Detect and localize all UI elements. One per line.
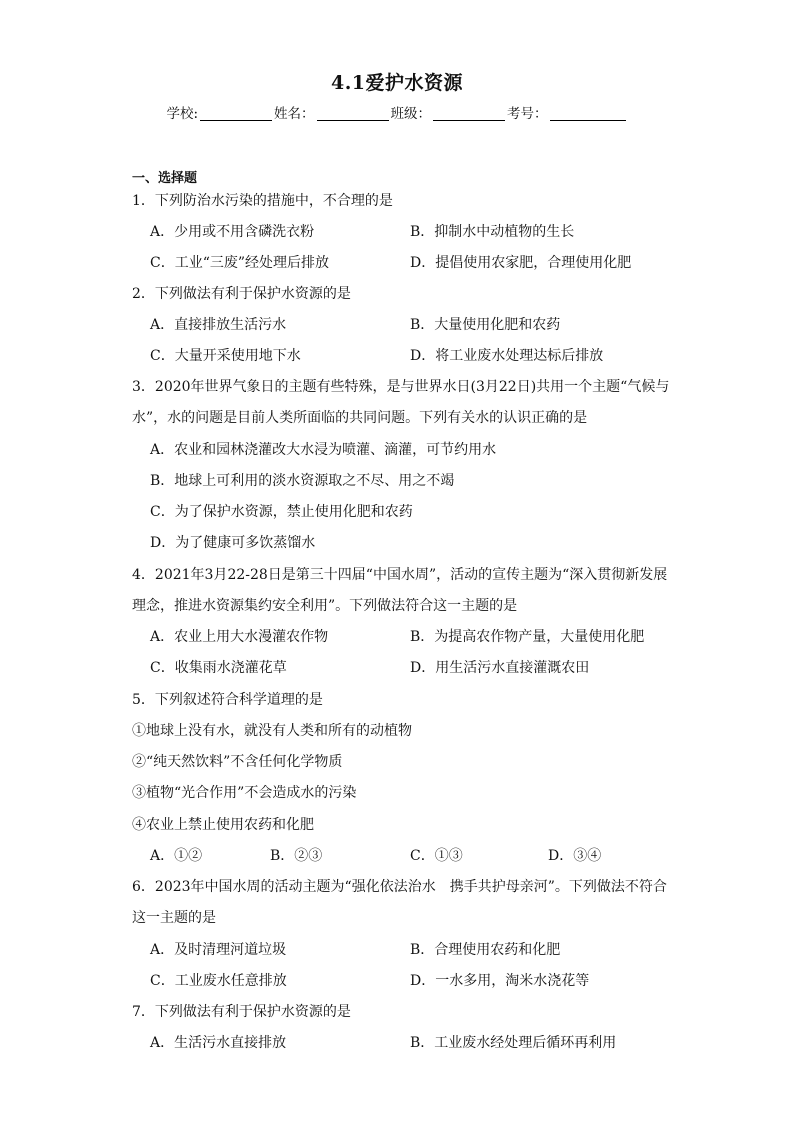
school-label: 学校:: [166, 106, 199, 122]
question-1-stem: 1．下列防治水污染的措施中，不合理的是: [132, 193, 393, 209]
question-7-option-a: A．生活污水直接排放: [150, 1035, 287, 1051]
question-3-stem-line-2: 水”，水的问题是目前人类所面临的共同问题。下列有关水的认识正确的是: [132, 410, 588, 426]
header-fields: [0, 102, 794, 122]
school-blank[interactable]: [200, 106, 272, 121]
question-3-stem-line-1: 3．2020年世界气象日的主题有些特殊，是与世界水日(3月22日)共用一个主题“气候与: [132, 379, 670, 395]
question-6-option-d: D．一水多用，淘米水浇花等: [410, 973, 590, 989]
question-7-option-b: B．工业废水经处理后循环再利用: [410, 1035, 617, 1051]
question-5-option-a: A．①②: [150, 848, 203, 864]
page-title: 4.1爱护水资源: [330, 72, 464, 94]
question-7-stem: 7．下列做法有利于保护水资源的是: [132, 1004, 351, 1020]
question-2-stem: 2．下列做法有利于保护水资源的是: [132, 286, 351, 302]
question-3-option-c: C．为了保护水资源，禁止使用化肥和农药: [150, 504, 413, 520]
question-6-stem-line-2: 这一主题的是: [132, 910, 216, 926]
question-5-option-b: B．②③: [270, 848, 323, 864]
exam-no-label: 考号：: [507, 106, 548, 122]
question-4-option-d: D．用生活污水直接灌溉农田: [410, 660, 590, 676]
question-2-option-a: A．直接排放生活污水: [150, 317, 287, 333]
question-1-option-a: A．少用或不用含磷洗衣粉: [150, 224, 315, 240]
question-6-stem-line-1: 6．2023年中国水周的活动主题为“强化依法治水 携手共护母亲河”。下列做法不符合: [132, 879, 667, 895]
question-6-option-c: C．工业废水任意排放: [150, 973, 287, 989]
question-1-option-b: B．抑制水中动植物的生长: [410, 224, 575, 240]
question-3-option-d: D．为了健康可多饮蒸馏水: [150, 535, 316, 551]
question-2-option-b: B．大量使用化肥和农药: [410, 317, 561, 333]
question-4-stem-line-1: 4．2021年3月22-28日是第三十四届“中国水周”，活动的宣传主题为“深入贯彻新发展: [132, 567, 668, 583]
name-label: 姓名：: [274, 106, 315, 122]
exam-no-blank[interactable]: [550, 106, 626, 121]
question-5-statement-4: ④农业上禁止使用农药和化肥: [132, 817, 314, 833]
question-5-stem: 5．下列叙述符合科学道理的是: [132, 692, 323, 708]
question-5-option-d: D．③④: [548, 848, 602, 864]
class-label: 班级：: [390, 106, 432, 122]
question-4-option-b: B．为提高农作物产量，大量使用化肥: [410, 629, 645, 645]
question-5-statement-1: ①地球上没有水，就没有人类和所有的动植物: [132, 723, 412, 739]
question-4-stem-line-2: 理念，推进水资源集约安全利用”。下列做法符合这一主题的是: [132, 598, 518, 614]
section-title: 一、选择题: [132, 171, 198, 186]
question-1-option-d: D．提倡使用农家肥，合理使用化肥: [410, 255, 632, 271]
question-5-statement-2: ②“纯天然饮料”不含任何化学物质: [132, 754, 343, 770]
question-3-option-a: A．农业和园林浇灌改大水浸为喷灌、滴灌，可节约用水: [150, 442, 497, 458]
name-blank[interactable]: [317, 106, 389, 121]
question-5-statement-3: ③植物“光合作用”不会造成水的污染: [132, 785, 357, 801]
question-3-option-b: B．地球上可利用的淡水资源取之不尽、用之不竭: [150, 473, 455, 489]
question-5-option-c: C．①③: [410, 848, 463, 864]
question-6-option-a: A．及时清理河道垃圾: [150, 942, 287, 958]
question-2-option-c: C．大量开采使用地下水: [150, 348, 301, 364]
question-4-option-a: A．农业上用大水漫灌农作物: [150, 629, 329, 645]
question-1-option-c: C．工业“三废”经处理后排放: [150, 255, 330, 271]
question-2-option-d: D．将工业废水处理达标后排放: [410, 348, 604, 364]
question-4-option-c: C．收集雨水浇灌花草: [150, 660, 287, 676]
question-6-option-b: B．合理使用农药和化肥: [410, 942, 561, 958]
class-blank[interactable]: [433, 106, 505, 121]
